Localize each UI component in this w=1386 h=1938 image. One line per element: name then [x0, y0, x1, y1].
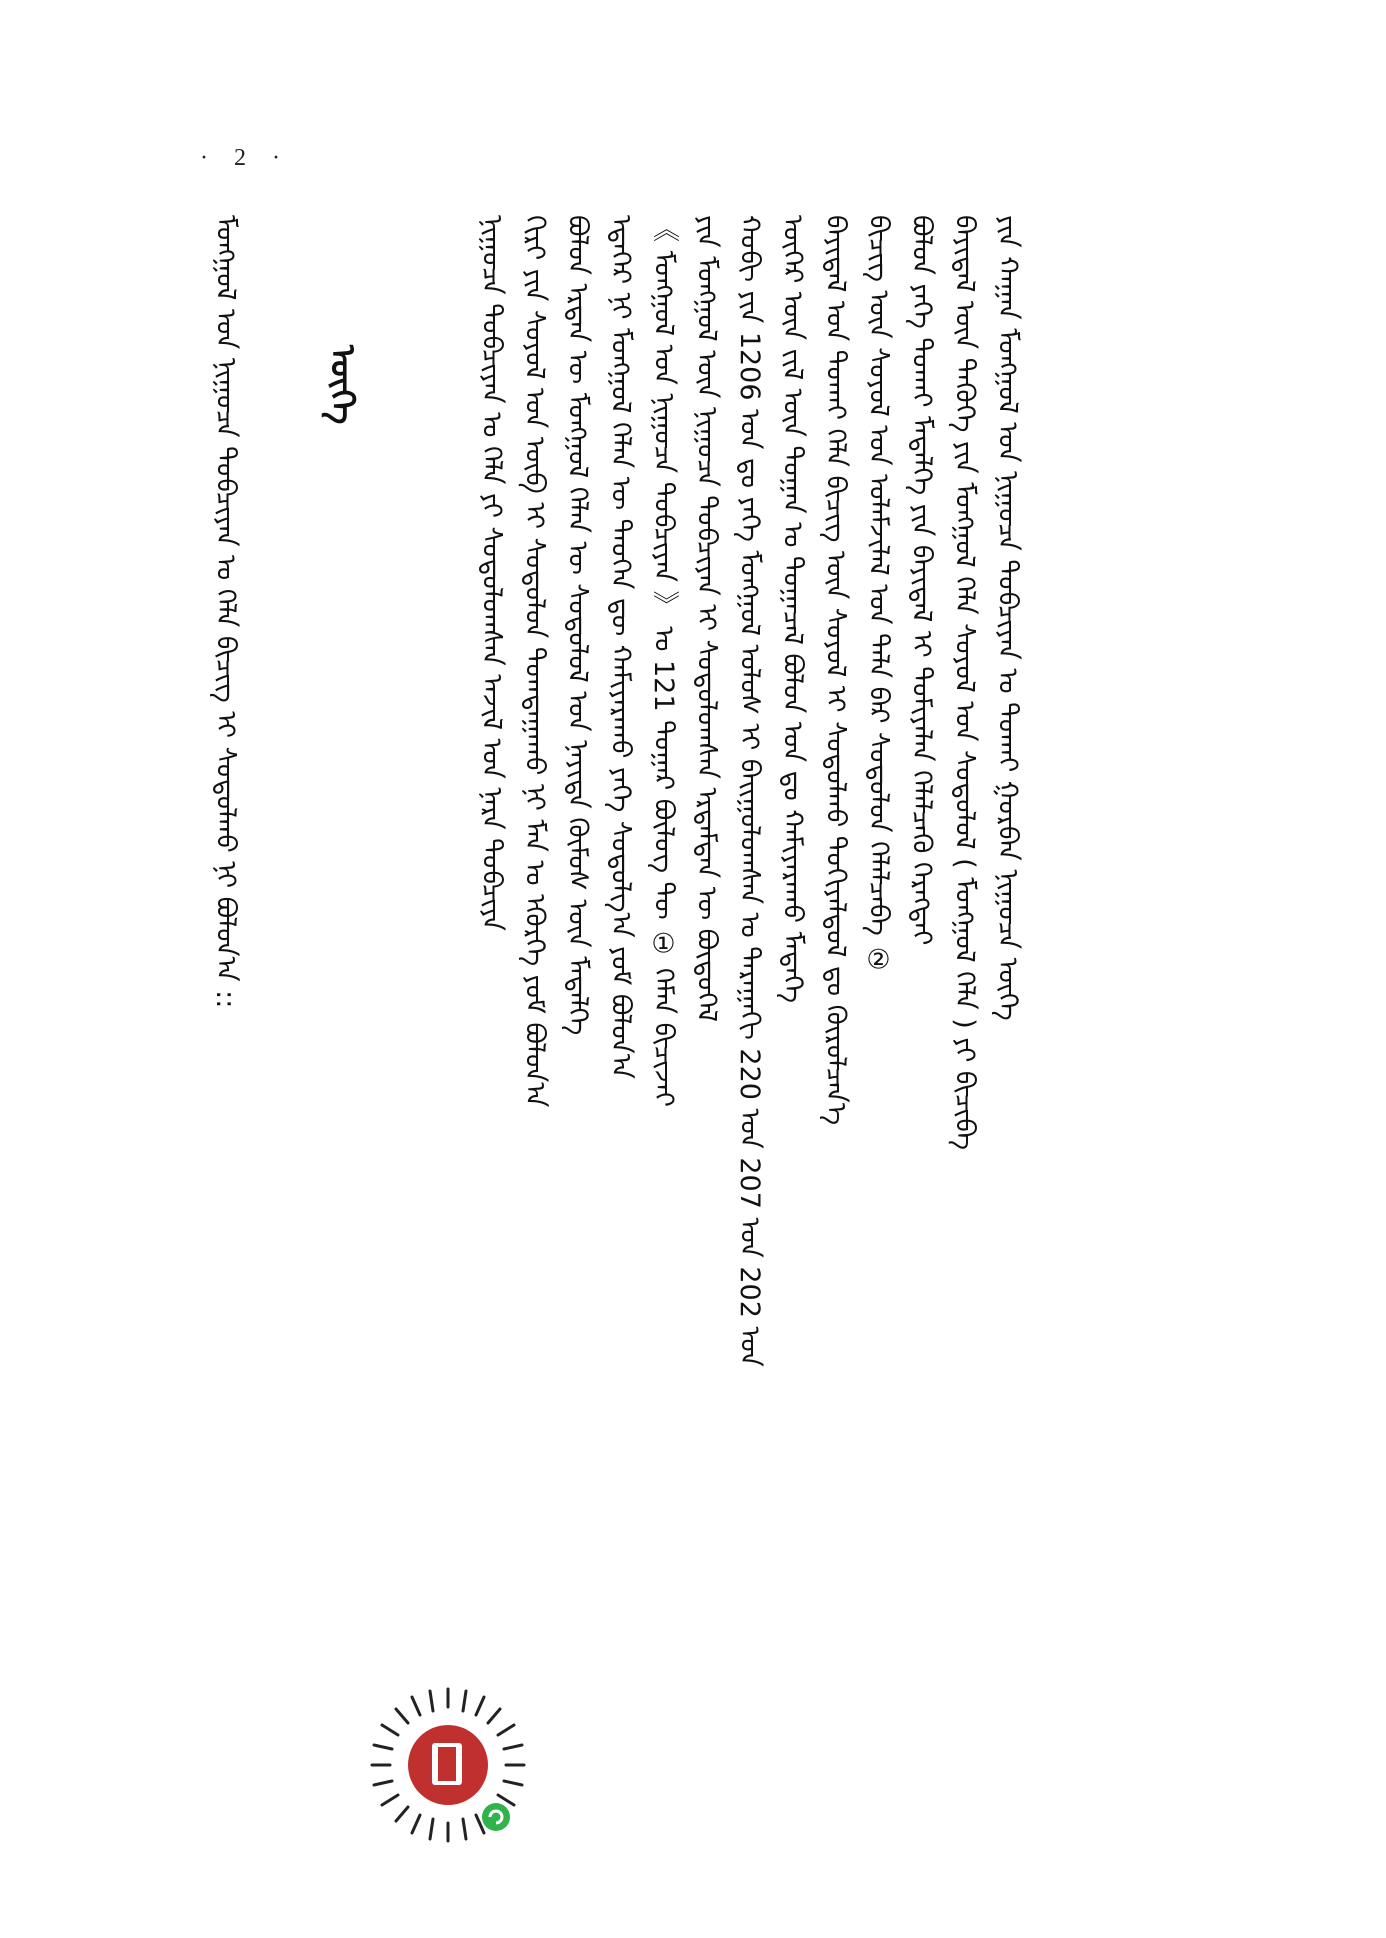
qr-code-graphic [368, 1685, 528, 1845]
body-line: ᠶᠢᠨ ᠬᠠᠭᠠᠨ ᠮᠣᠩᠭᠣᠯ ᠤᠨ ᠨᠢᠭᠤᠴᠠ ᠲᠣᠪᠴᠢᠶᠠᠨ ᠤ ᠲᠤᠬᠠᠢ ᠭᠤᠷᠪᠠᠨ ᠨᠢᠭᠤᠴᠠ ᠦᠭᠡ [992, 215, 1023, 1021]
closing-paragraph-line: ᠮᠣᠩᠭᠣᠯ ᠤᠨ ᠨᠢᠭᠤᠴᠠ ᠲᠣᠪᠴᠢᠶᠠᠨ ᠤ ᠬᠡᠯᠡ ᠪᠢᠴᠢᠭ᠌ ᠢ ᠰᠤᠳᠤᠯᠬᠤ ᠨᠢ ᠪᠣᠯᠤᠨ᠎ᠠ :: [210, 215, 241, 1009]
page-number: · 2 · [200, 145, 290, 171]
body-line: ᠡᠳᠡᠭᠡᠷ ᠨᠢ ᠮᠣᠩᠭᠣᠯ ᠬᠡᠯᠡᠨ ᠦ ᠲᠡᠦᠬᠡᠨ ᠳᠦ ᠬᠠᠮᠢᠶᠠᠷᠠᠬᠤ ᠶᠡᠬᠡ ᠰᠤᠳᠤᠯᠭ᠎ᠠ ᠶᠤᠮ ᠪᠣᠯᠤᠨ᠎ᠠ [605, 215, 636, 1079]
body-line: ᠪᠠᠶᠢᠳᠠᠯ ᠦᠨ ᠲᠡᠭᠦᠬᠡ ᠶᠢᠨ ᠮᠣᠩᠭᠣᠯ ᠬᠡᠯᠡ ᠰᠣᠶᠤᠯ ᠤᠨ ᠰᠤᠳᠤᠯᠤᠯ ( ᠮᠣᠩᠭᠣᠯ ᠬᠡᠯᠡ ) ᠶᠢ ᠪᠢᠴᠢᠪᠡ [949, 215, 980, 1150]
body-text-block [470, 215, 1170, 1705]
body-line: ᠶᠢᠨ ᠮᠣᠩᠭᠣᠯ ᠦᠨ ᠨᠢᠭᠤᠴᠠ ᠲᠣᠪᠴᠢᠶᠠᠨ ᠢ ᠰᠤᠳᠤᠯᠤᠭᠰᠠᠨ ᠡᠷᠳᠡᠮᠲᠡᠨ ᠦ ᠪᠦᠲᠦᠭᠡᠯ [691, 215, 722, 1023]
body-line: ᠪᠣᠯᠣᠨ ᠡᠷᠲᠡᠨ ᠦ ᠮᠣᠩᠭᠣᠯ ᠬᠡᠯᠡᠨ ᠦ ᠰᠤᠳᠤᠯᠤᠯ ᠤᠨ ᠨᠡᠶᠢᠲᠡ ᠬᠦᠮᠦᠰ ᠦᠨ ᠮᠡᠳᠡᠯᠭᠡ [562, 215, 593, 1036]
section-heading: ᠦᠭᠡ [322, 345, 362, 425]
body-line: ᠬᠢᠷᠢ ᠶᠢᠨ ᠰᠣᠶᠤᠯ ᠤᠨ ᠦᠪ ᠢ ᠰᠤᠳᠤᠯᠤᠨ ᠲᠣᠭᠲᠠᠭᠠᠬᠤ ᠨᠢ ᠮᠠᠨ ᠤ ᠡᠭᠦᠷᠭᠡ ᠶᠤᠮ ᠪᠣᠯᠤᠨ᠎ᠠ [519, 215, 550, 1108]
body-line: ᠦᠬᠡᠷ ᠦᠨ ᠵᠢᠯ ᠦᠨ ᠲᠣᠭᠠᠨ ᠤ ᠲᠣᠭᠠᠴᠠᠯ ᠪᠣᠯᠣᠨ ᠣᠨ ᠳᠤ ᠬᠠᠮᠢᠶᠠᠷᠠᠬᠤ ᠮᠡᠳᠡᠭᠡ [777, 215, 808, 1004]
body-line: ᠪᠠᠶᠢᠳᠠᠯ ᠤᠨ ᠲᠤᠬᠠᠢ ᠬᠡᠯᠡ ᠪᠢᠴᠢᠭ᠌ ᠦᠨ ᠰᠣᠶᠤᠯ ᠢ ᠰᠤᠳᠤᠯᠬᠤ ᠲᠣᠬᠢᠶᠠᠯᠳᠤᠯ ᠳᠤ ᠬᠦᠷᠦᠯᠴᠡᠨ᠎ᠡ [820, 215, 851, 1126]
body-line: 《 ᠮᠣᠩᠭᠣᠯ ᠤᠨ ᠨᠢᠭᠤᠴᠠ ᠲᠣᠪᠴᠢᠶᠠᠨ 》 ᠤ 121 ᠳᠤᠭᠠᠷ ᠪᠦᠯᠦᠭ ᠲᠦ ① ᠬᠡᠮᠡᠨ ᠪᠢᠴᠢᠵᠡᠢ [648, 215, 679, 1107]
qr-code-icon[interactable] [368, 1685, 528, 1845]
body-line: ᠨᠢᠭᠤᠴᠠ ᠲᠣᠪᠴᠢᠶᠠᠨ ᠤ ᠬᠡᠯᠡ ᠶᠢ ᠰᠤᠳᠤᠯᠤᠭᠰᠠᠨ ᠠᠵᠢᠯ ᠤᠨ ᠨᠡᠷᠡ ᠲᠣᠪᠴᠢᠶᠠ [476, 215, 507, 931]
body-line: ᠪᠣᠯᠣᠨ ᠶᠡᠬᠡ ᠲᠤᠬᠠᠢ ᠮᠡᠳᠡᠯᠭᠡ ᠶᠢᠨ ᠪᠠᠶᠢᠳᠠᠯ ᠢ ᠲᠣᠮᠢᠶᠠᠯᠠᠨ ᠬᠡᠯᠡᠯᠴᠡᠬᠦ ᠬᠡᠷᠡᠭᠲᠡᠢ [906, 215, 937, 946]
body-line: ᠪᠢᠴᠢᠭ᠌ ᠦᠨ ᠰᠣᠶᠤᠯ ᠤᠨ ᠤᠯᠠᠮᠵᠢᠯᠠᠯ ᠤᠨ ᠲᠠᠯᠠ ᠪᠠᠷ ᠰᠤᠳᠤᠯᠤᠨ ᠬᠡᠯᠡᠯᠴᠡᠪᠡ ② [863, 215, 894, 976]
body-line: ᠬᠤᠪᠢ ᠶᠢᠨ 1206 ᠣᠨ ᠳᠤ ᠶᠡᠬᠡ ᠮᠣᠩᠭᠣᠯ ᠤᠯᠤᠰ ᠢ ᠪᠠᠢᠭᠤᠯᠤᠭᠰᠠᠨ ᠤ ᠳᠠᠷᠠᠭᠠᠬᠢ 220 ᠣᠨ 207 ᠣᠨ 202 ᠣᠨ [734, 215, 765, 1367]
